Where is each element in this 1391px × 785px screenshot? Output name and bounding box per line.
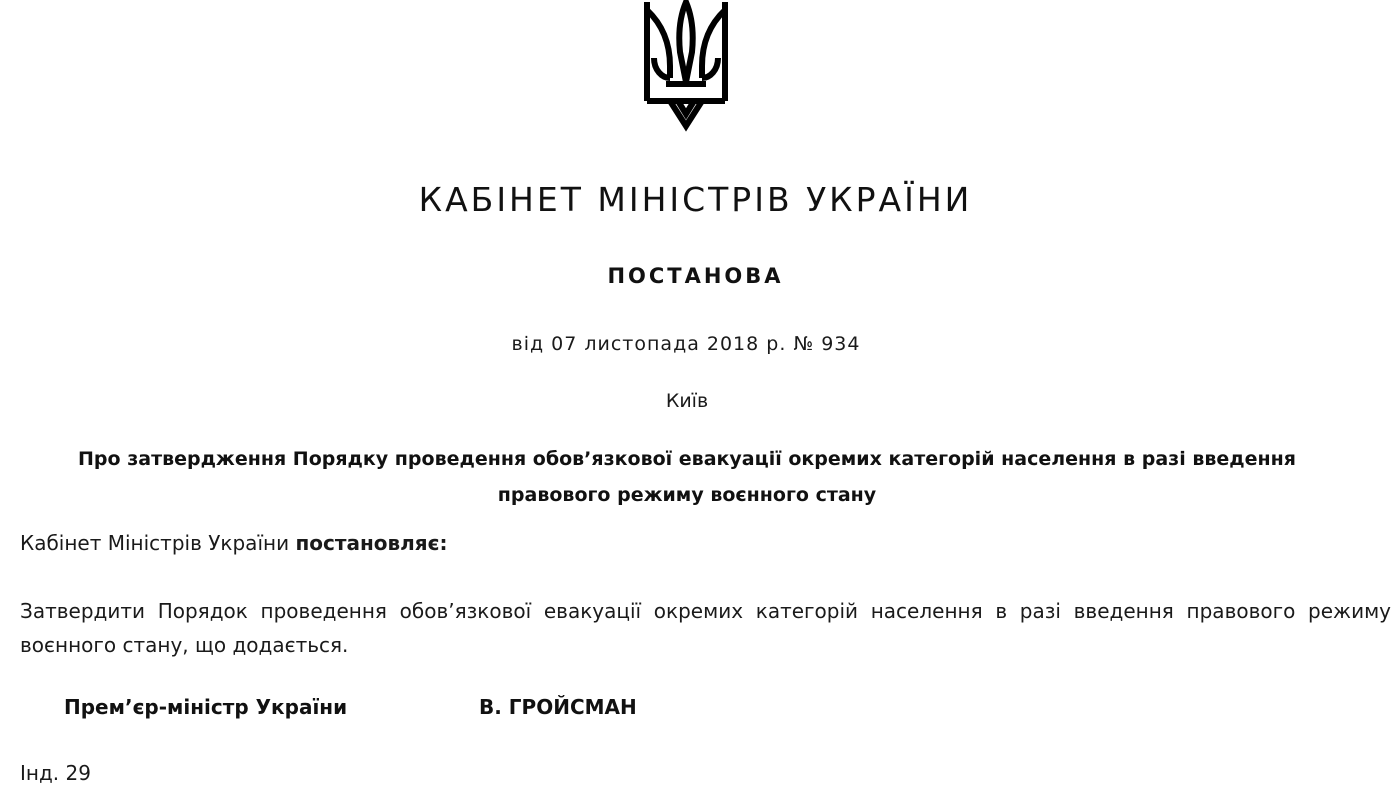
document-heading [60,441,1314,513]
signature-role: Прем’єр-міністр України [64,695,348,719]
intro-decree-verb: постановляє: [295,531,448,555]
heading-line-2: правового режиму воєнного стану [497,484,877,506]
heading-line-1: Про затвердження Порядку проведення обов’язкової евакуації окремих категорій населення в разі введення [78,448,1296,470]
body-paragraph: Затвердити Порядок проведення обов’язкової евакуації окремих категорій населення в разі введення правового режиму воєнного стану, що додається. [20,599,1391,657]
index-note: Інд. 29 [20,761,91,785]
organization-title: КАБІНЕТ МІНІСТРІВ УКРАЇНИ [418,180,973,219]
intro-paragraph [20,531,448,555]
document-type: ПОСТАНОВА [607,264,784,288]
document-date-number: від 07 листопада 2018 р. № 934 [511,333,861,355]
trident-coat-of-arms-icon [640,0,732,132]
document-city: Київ [665,390,709,412]
intro-text: Кабінет Міністрів України [20,531,296,555]
signature-name: В. ГРОЙСМАН [479,695,637,719]
